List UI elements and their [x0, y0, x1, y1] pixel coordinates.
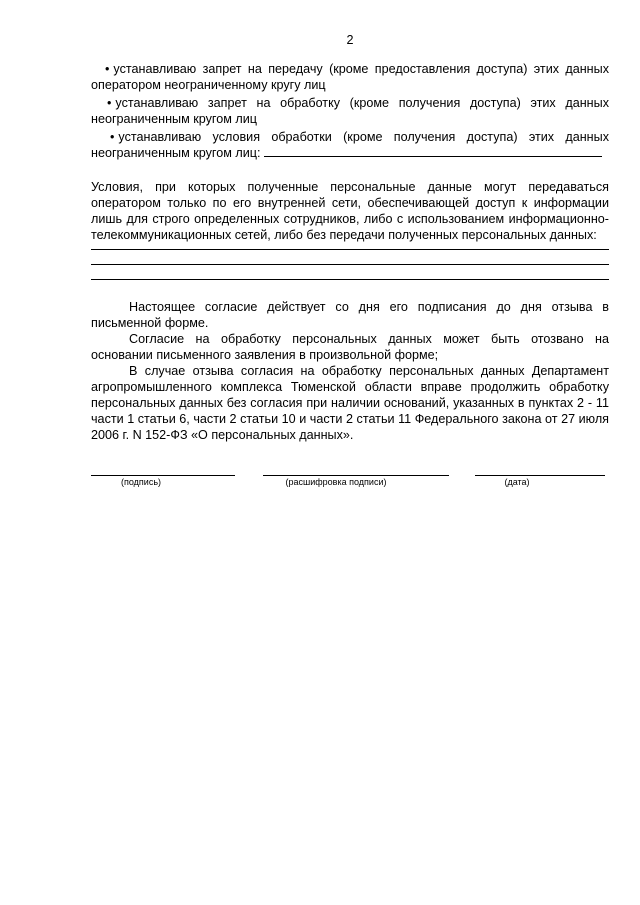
bullet-text: устанавливаю запрет на обработку (кроме получения доступа) этих данных неограниченным кругом лиц — [91, 96, 609, 126]
signature-transcript-caption: (расшифровка подписи) — [285, 477, 387, 487]
bullet-item-conditions — [91, 129, 609, 161]
date-caption: (дата) — [504, 477, 530, 487]
fill-line-2[interactable] — [91, 264, 609, 265]
bullet-item-no-processing — [91, 95, 609, 127]
paragraph-validity: Настоящее согласие действует со дня его подписания до дня отзыва в письменной форме. — [91, 300, 609, 330]
date-field[interactable] — [475, 465, 605, 476]
signature-field[interactable] — [91, 465, 235, 476]
consent-paragraphs — [91, 299, 609, 443]
signature-transcript-field[interactable] — [263, 465, 449, 476]
bullet-marker: • — [107, 96, 112, 110]
bullet-text: устанавливаю запрет на передачу (кроме предоставления доступа) этих данных оператором неограниченному кругу лиц — [91, 62, 609, 92]
conditions-fill-line[interactable] — [264, 145, 602, 157]
bullet-text: устанавливаю условия обработки (кроме получения доступа) этих данных неограниченным кругом лиц: — [91, 130, 609, 160]
signature-row — [91, 465, 609, 495]
transfer-conditions-text: Условия, при которых полученные персональные данные могут передаваться оператором только по его внутренней сети, обеспечивающей доступ к информации лишь для строго определенных сотрудников, либо с использованием информационно-телекоммуникационных сетей, либо без передачи полученных персональных данных: — [91, 180, 609, 242]
bullet-item-no-transfer — [91, 61, 609, 93]
fill-line-1[interactable] — [91, 249, 609, 250]
paragraph-continued-processing: В случае отзыва согласия на обработку персональных данных Департамент агропромышленного комплекса Тюменской области вправе продолжить обработку персональных данных без согласия при наличии оснований, указанных в пунктах 2 - 11 части 1 статьи 6, части 2 статьи 10 и части 2 статьи 11 Федерального закона от 27 июля 2006 г. N 152-ФЗ «О персональных данных». — [91, 364, 609, 442]
page-number: 2 — [346, 33, 354, 47]
bullet-marker: • — [105, 62, 110, 76]
document-body — [91, 61, 609, 443]
fill-line-3[interactable] — [91, 279, 609, 280]
paragraph-revocation: Согласие на обработку персональных данных может быть отозвано на основании письменного заявления в произвольной форме; — [91, 332, 609, 362]
signature-caption: (подпись) — [120, 477, 162, 487]
bullet-marker: • — [110, 130, 115, 144]
